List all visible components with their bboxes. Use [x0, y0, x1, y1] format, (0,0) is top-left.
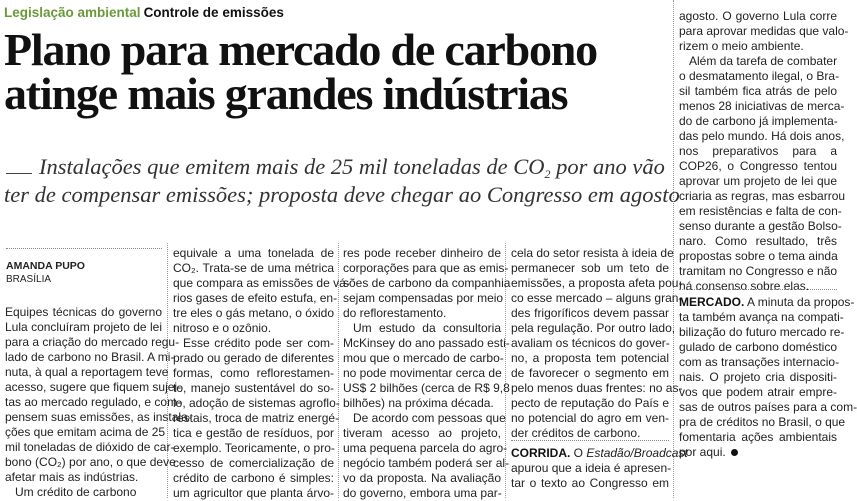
text-line: menos 28 iniciativas de merca-	[679, 99, 845, 113]
text-line: exemplo. Teoricamente, o pro-	[173, 441, 335, 455]
text-line: avaliam os técnicos do gover-	[511, 336, 670, 350]
text-line: negócio também poderá ser al-	[343, 456, 510, 470]
text-line: senso durante a gestão Bolso-	[679, 219, 842, 233]
text-line: corporações para que as emis-	[343, 261, 509, 275]
article-column-3	[343, 246, 511, 501]
text-line: nuta, à qual a reportagem teve	[5, 365, 169, 379]
text-line: crédito de carbono é simples:	[173, 471, 334, 485]
section-label: Legislação ambiental	[4, 5, 141, 20]
text-line: das pelo mundo. Há dois anos,	[679, 129, 845, 143]
text-line: co esse mercado – alguns gran-	[511, 291, 683, 305]
text-line: afetar mais as indústrias.	[5, 470, 139, 484]
subhead-text-b: por ano vão	[550, 154, 665, 179]
text-line: equivale a uma tonelada de	[173, 246, 334, 260]
text-line: do reflorestamento.	[343, 306, 447, 320]
text-line: naro. Como resultado, três	[679, 234, 837, 248]
text-line: COP26, o Congresso tentou	[679, 159, 837, 173]
text-line: cesso de comercialização de	[173, 456, 334, 470]
text-line: mil toneladas de dióxido de car-	[5, 440, 175, 454]
text-line: tramitam no Congresso e não	[679, 264, 838, 278]
end-of-article-mark	[731, 449, 738, 456]
author-name: AMANDA PUPO	[6, 260, 85, 272]
text-line: gulado de carbono doméstico	[679, 340, 837, 354]
text-line: apurou que a ideia é apresen-	[511, 461, 672, 475]
text-line: com as transações internacio-	[679, 355, 840, 369]
headline	[4, 24, 669, 119]
text-line: De acordo com pessoas que	[353, 411, 506, 425]
article-column-5	[679, 9, 849, 294]
text-line: para aprovar medidas que valo-	[679, 24, 849, 38]
text-line: permanecer sob um teto de	[511, 261, 669, 275]
text-line: pensem suas emissões, as instala-	[5, 410, 192, 424]
mercado-section	[679, 295, 857, 460]
text-line: to, manejo sustentável do so-	[173, 381, 334, 395]
text-line: CO₂. Trata-se de uma métrica	[173, 261, 334, 275]
subhead-subscript: 2	[544, 167, 551, 181]
byline-rule	[6, 248, 162, 249]
text-line: rios gases de efeito estufa, en-	[173, 291, 338, 305]
text-line: cela do setor resista à ideia de	[511, 246, 674, 260]
text-line: de favorecer o segmento em	[511, 366, 669, 380]
text-line: por aqui.	[679, 445, 837, 460]
text-line: des frigoríficos devem passar	[511, 306, 669, 320]
headline-line-1: Plano para mercado de carbono	[4, 24, 597, 75]
article-column-4	[511, 246, 683, 441]
text-line: um agricultor que planta árvo-	[173, 486, 334, 500]
kicker	[4, 5, 284, 21]
text-line: der créditos de carbono.	[511, 426, 641, 440]
text-line: lo, adoção de sistemas agroflo-	[173, 396, 340, 410]
text-line: bilização do futuro mercado re-	[679, 325, 845, 339]
text-line: pecto de reputação do País e	[511, 396, 669, 410]
article-column-2	[173, 246, 350, 501]
text-line: fomentaria ações ambientais	[679, 430, 837, 444]
text-line: res pode receber dinheiro de	[343, 246, 501, 260]
byline-place: BRASÍLIA	[6, 274, 52, 285]
text-line: bilhões) na próxima década.	[343, 396, 494, 410]
text-line: aprovar um projeto de lei que	[679, 174, 837, 188]
text-line: restais, troca de matriz energé-	[173, 411, 340, 425]
text-line: do de carbono já implementa-	[679, 114, 838, 128]
text-line: Esse crédito pode ser com-	[183, 336, 334, 350]
text-line: nos preparativos para a	[679, 144, 837, 158]
subheadline	[4, 153, 680, 209]
text-line: pela regulação. Por outro lado,	[511, 321, 676, 335]
text-line: Lula concluíram projeto de lei	[5, 320, 162, 334]
text-line: Equipes técnicas do governo	[5, 305, 162, 319]
text-line: vo da proposta. Na avaliação	[343, 471, 501, 485]
text-line: sejam compensadas por meio	[343, 291, 504, 305]
text-line: para a criação do mercado regu-	[5, 335, 180, 349]
text-fragment: A minuta da propos-	[744, 295, 855, 309]
text-line: formas, como reflorestamen-	[173, 366, 334, 380]
text-line: tar o texto ao Congresso em	[511, 476, 669, 490]
subhead-line-2: ter de compensar emissões; proposta deve chegar ao Congresso em agosto	[4, 182, 680, 207]
text-line: sas de outros países para a com-	[679, 400, 857, 414]
text-line: emissões, a proposta afeta pou-	[511, 276, 683, 290]
text-line: lado de carbono no Brasil. A mi-	[5, 350, 175, 364]
text-line: no pode movimentar cerca de	[343, 366, 502, 380]
text-line: tas ao mercado regulado, e com-	[5, 395, 182, 409]
text-line: Além da tarefa de combater	[689, 54, 838, 68]
text-line: tiveram acesso ao projeto,	[343, 426, 501, 440]
text-line: que compara as emissões de vá-	[173, 276, 350, 290]
text-line: nitroso e o ozônio.	[173, 321, 272, 335]
text-line: criaria as regras, mas esbarrou	[679, 189, 846, 203]
section-lead: MERCADO.	[679, 295, 745, 309]
publication-name: Estadão/Broadcast	[586, 446, 688, 460]
text-line: há consenso sobre elas.	[679, 279, 810, 293]
article-column-1	[5, 305, 192, 500]
headline-line-2: atinge mais grandes indústrias	[4, 68, 568, 119]
section-rule	[679, 289, 837, 290]
byline	[6, 260, 85, 286]
text-line: pra de créditos no Brasil, o que	[679, 415, 846, 429]
text-line: sil também fica atrás de pelo	[679, 84, 837, 98]
text-line: uma pequena parcela do agro-	[343, 441, 508, 455]
text-line: vos que podem atrair empre-	[679, 385, 837, 399]
text-line: Um crédito de carbono	[15, 485, 137, 499]
text-line: ta também avança na compati-	[679, 310, 844, 324]
text-line	[679, 295, 855, 310]
text-line: o desmatamento ilegal, o Bra-	[679, 69, 840, 83]
text-fragment: O	[570, 446, 587, 460]
text-line: mou que o mercado de carbo-	[343, 351, 504, 365]
text-line: rizem o meio ambiente.	[679, 39, 804, 53]
text-line: no, a proposta tem potencial	[511, 351, 669, 365]
text-line: pelo menos duas frentes: no as-	[511, 381, 683, 395]
text-line: ções que emitam acima de 25	[5, 425, 166, 439]
section-lead: CORRIDA.	[511, 446, 571, 460]
text-line: Um estudo da consultoria	[353, 321, 501, 335]
text-line: McKinsey do ano passado esti-	[343, 336, 510, 350]
text-line: no potencial do agro em ven-	[511, 411, 669, 425]
text-line: bono (CO₂) por ano, o que deve	[5, 455, 176, 469]
subhead-text-a: Instalações que emitem mais de 25 mil toneladas de CO	[39, 154, 545, 179]
text-line: do governo, embora uma par-	[343, 486, 502, 500]
text-line: tica e gestão de resíduos, por	[173, 426, 334, 440]
text-line: agosto. O governo Lula corre	[679, 9, 837, 23]
text-line: em resistências e falta de con-	[679, 204, 842, 218]
text-line: tre eles o gás metano, o óxido	[173, 306, 334, 320]
topic-label: Controle de emissões	[143, 5, 284, 20]
text-line: US$ 2 bilhões (cerca de R$ 9,8	[343, 381, 510, 395]
text-line	[511, 446, 688, 461]
corrida-section	[511, 446, 688, 491]
text-line: propostas sobre o tema ainda	[679, 249, 838, 263]
text-line: nais. O projeto cria dispositi-	[679, 370, 837, 384]
section-rule	[511, 440, 669, 441]
text-line: prado ou gerado de diferentes	[173, 351, 334, 365]
text-line: acesso, sugere que fiquem sujei-	[5, 380, 182, 394]
text-line: sões de carbono da companhia	[343, 276, 511, 290]
